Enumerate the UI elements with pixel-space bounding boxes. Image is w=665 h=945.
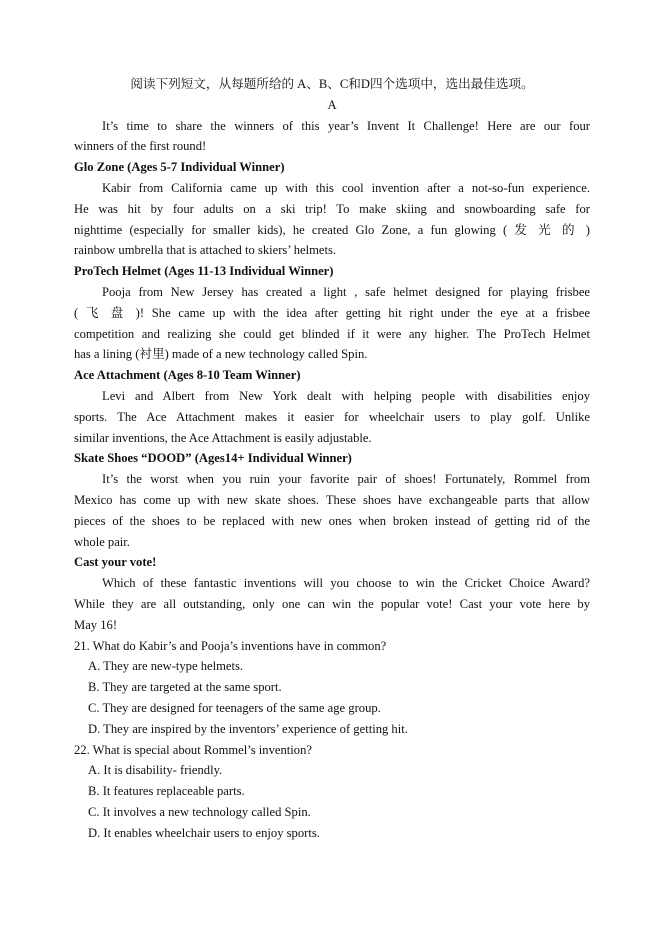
paragraph-line: competition and realizing she could get blinded if it were any higher. The ProTech Helmet bbox=[74, 326, 590, 341]
question-22-option-b: B. It features replaceable parts. bbox=[88, 784, 245, 799]
paragraph-line: has a lining (衬里) made of a new technology called Spin. bbox=[74, 347, 368, 362]
question-22-option-d: D. It enables wheelchair users to enjoy sports. bbox=[88, 825, 320, 840]
question-22-option-a: A. It is disability- friendly. bbox=[88, 763, 223, 778]
question-22-option-c: C. It involves a new technology called Spin. bbox=[88, 804, 311, 819]
paragraph-line: While they are all outstanding, only one can win the popular vote! Cast your vote here by bbox=[74, 596, 590, 611]
paragraph-line: pieces of the shoes to be replaced with new ones when broken instead of getting rid of the bbox=[74, 513, 590, 528]
paragraph-line: It’s the worst when you ruin your favorite pair of shoes! Fortunately, Rommel from bbox=[102, 472, 590, 487]
question-21-stem: 21. What do Kabir’s and Pooja’s inventions have in common? bbox=[74, 638, 387, 653]
paragraph-line: Which of these fantastic inventions will you choose to win the Cricket Choice Award? bbox=[102, 576, 590, 591]
instruction: 阅读下列短文，从每题所给的 A、B、C和D四个选项中，选出最佳选项。 bbox=[130, 77, 534, 91]
paragraph-line: He was hit by four adults on a ski trip! To make skiing and snowboarding safe for bbox=[74, 201, 590, 216]
section-heading-ace-attachment: Ace Attachment (Ages 8-10 Team Winner) bbox=[74, 368, 301, 383]
paragraph-line: rainbow umbrella that is attached to skiers’ helmets. bbox=[74, 243, 337, 258]
section-heading-skate-shoes: Skate Shoes “DOOD” (Ages14+ Individual Winner) bbox=[74, 451, 352, 466]
section-heading-cast-your-vote: Cast your vote! bbox=[74, 555, 157, 570]
paragraph-line: similar inventions, the Ace Attachment is easily adjustable. bbox=[74, 430, 372, 445]
question-22-stem: 22. What is special about Rommel’s invention? bbox=[74, 742, 312, 757]
paragraph-line: Levi and Albert from New York dealt with helping people with disabilities enjoy bbox=[102, 388, 590, 403]
intro-line: It’s time to share the winners of this year’s Invent It Challenge! Here are our four bbox=[102, 118, 590, 133]
intro-line: winners of the first round! bbox=[74, 139, 207, 154]
paragraph-line: Pooja from New Jersey has created a light , safe helmet designed for playing frisbee bbox=[102, 284, 590, 299]
section-heading-glo-zone: Glo Zone (Ages 5-7 Individual Winner) bbox=[74, 160, 285, 175]
section-heading-protech-helmet: ProTech Helmet (Ages 11-13 Individual Winner) bbox=[74, 264, 334, 279]
paragraph-line: sports. The Ace Attachment makes it easier for wheelchair users to play golf. Unlike bbox=[74, 409, 590, 424]
question-21-option-b: B. They are targeted at the same sport. bbox=[88, 680, 282, 695]
passage-label: A bbox=[327, 97, 337, 112]
document-page bbox=[74, 74, 590, 843]
paragraph-line: whole pair. bbox=[74, 534, 130, 549]
paragraph-line: Kabir from California came up with this cool invention after a not-so-fun experience. bbox=[102, 180, 590, 195]
question-21-option-d: D. They are inspired by the inventors’ experience of getting hit. bbox=[88, 721, 408, 736]
paragraph-line: nighttime (especially for smaller kids), he created Glo Zone, a fun glowing ( 发 光 的 ) bbox=[74, 222, 590, 237]
paragraph-line: May 16! bbox=[74, 617, 118, 632]
paragraph-line: Mexico has come up with new skate shoes. These shoes have exchangeable parts that allow bbox=[74, 492, 590, 507]
paragraph-line: ( 飞 盘 )! She came up with the idea after getting hit right under the eye at a frisbee bbox=[74, 305, 590, 320]
question-21-option-a: A. They are new-type helmets. bbox=[88, 659, 244, 674]
question-21-option-c: C. They are designed for teenagers of the same age group. bbox=[88, 700, 381, 715]
